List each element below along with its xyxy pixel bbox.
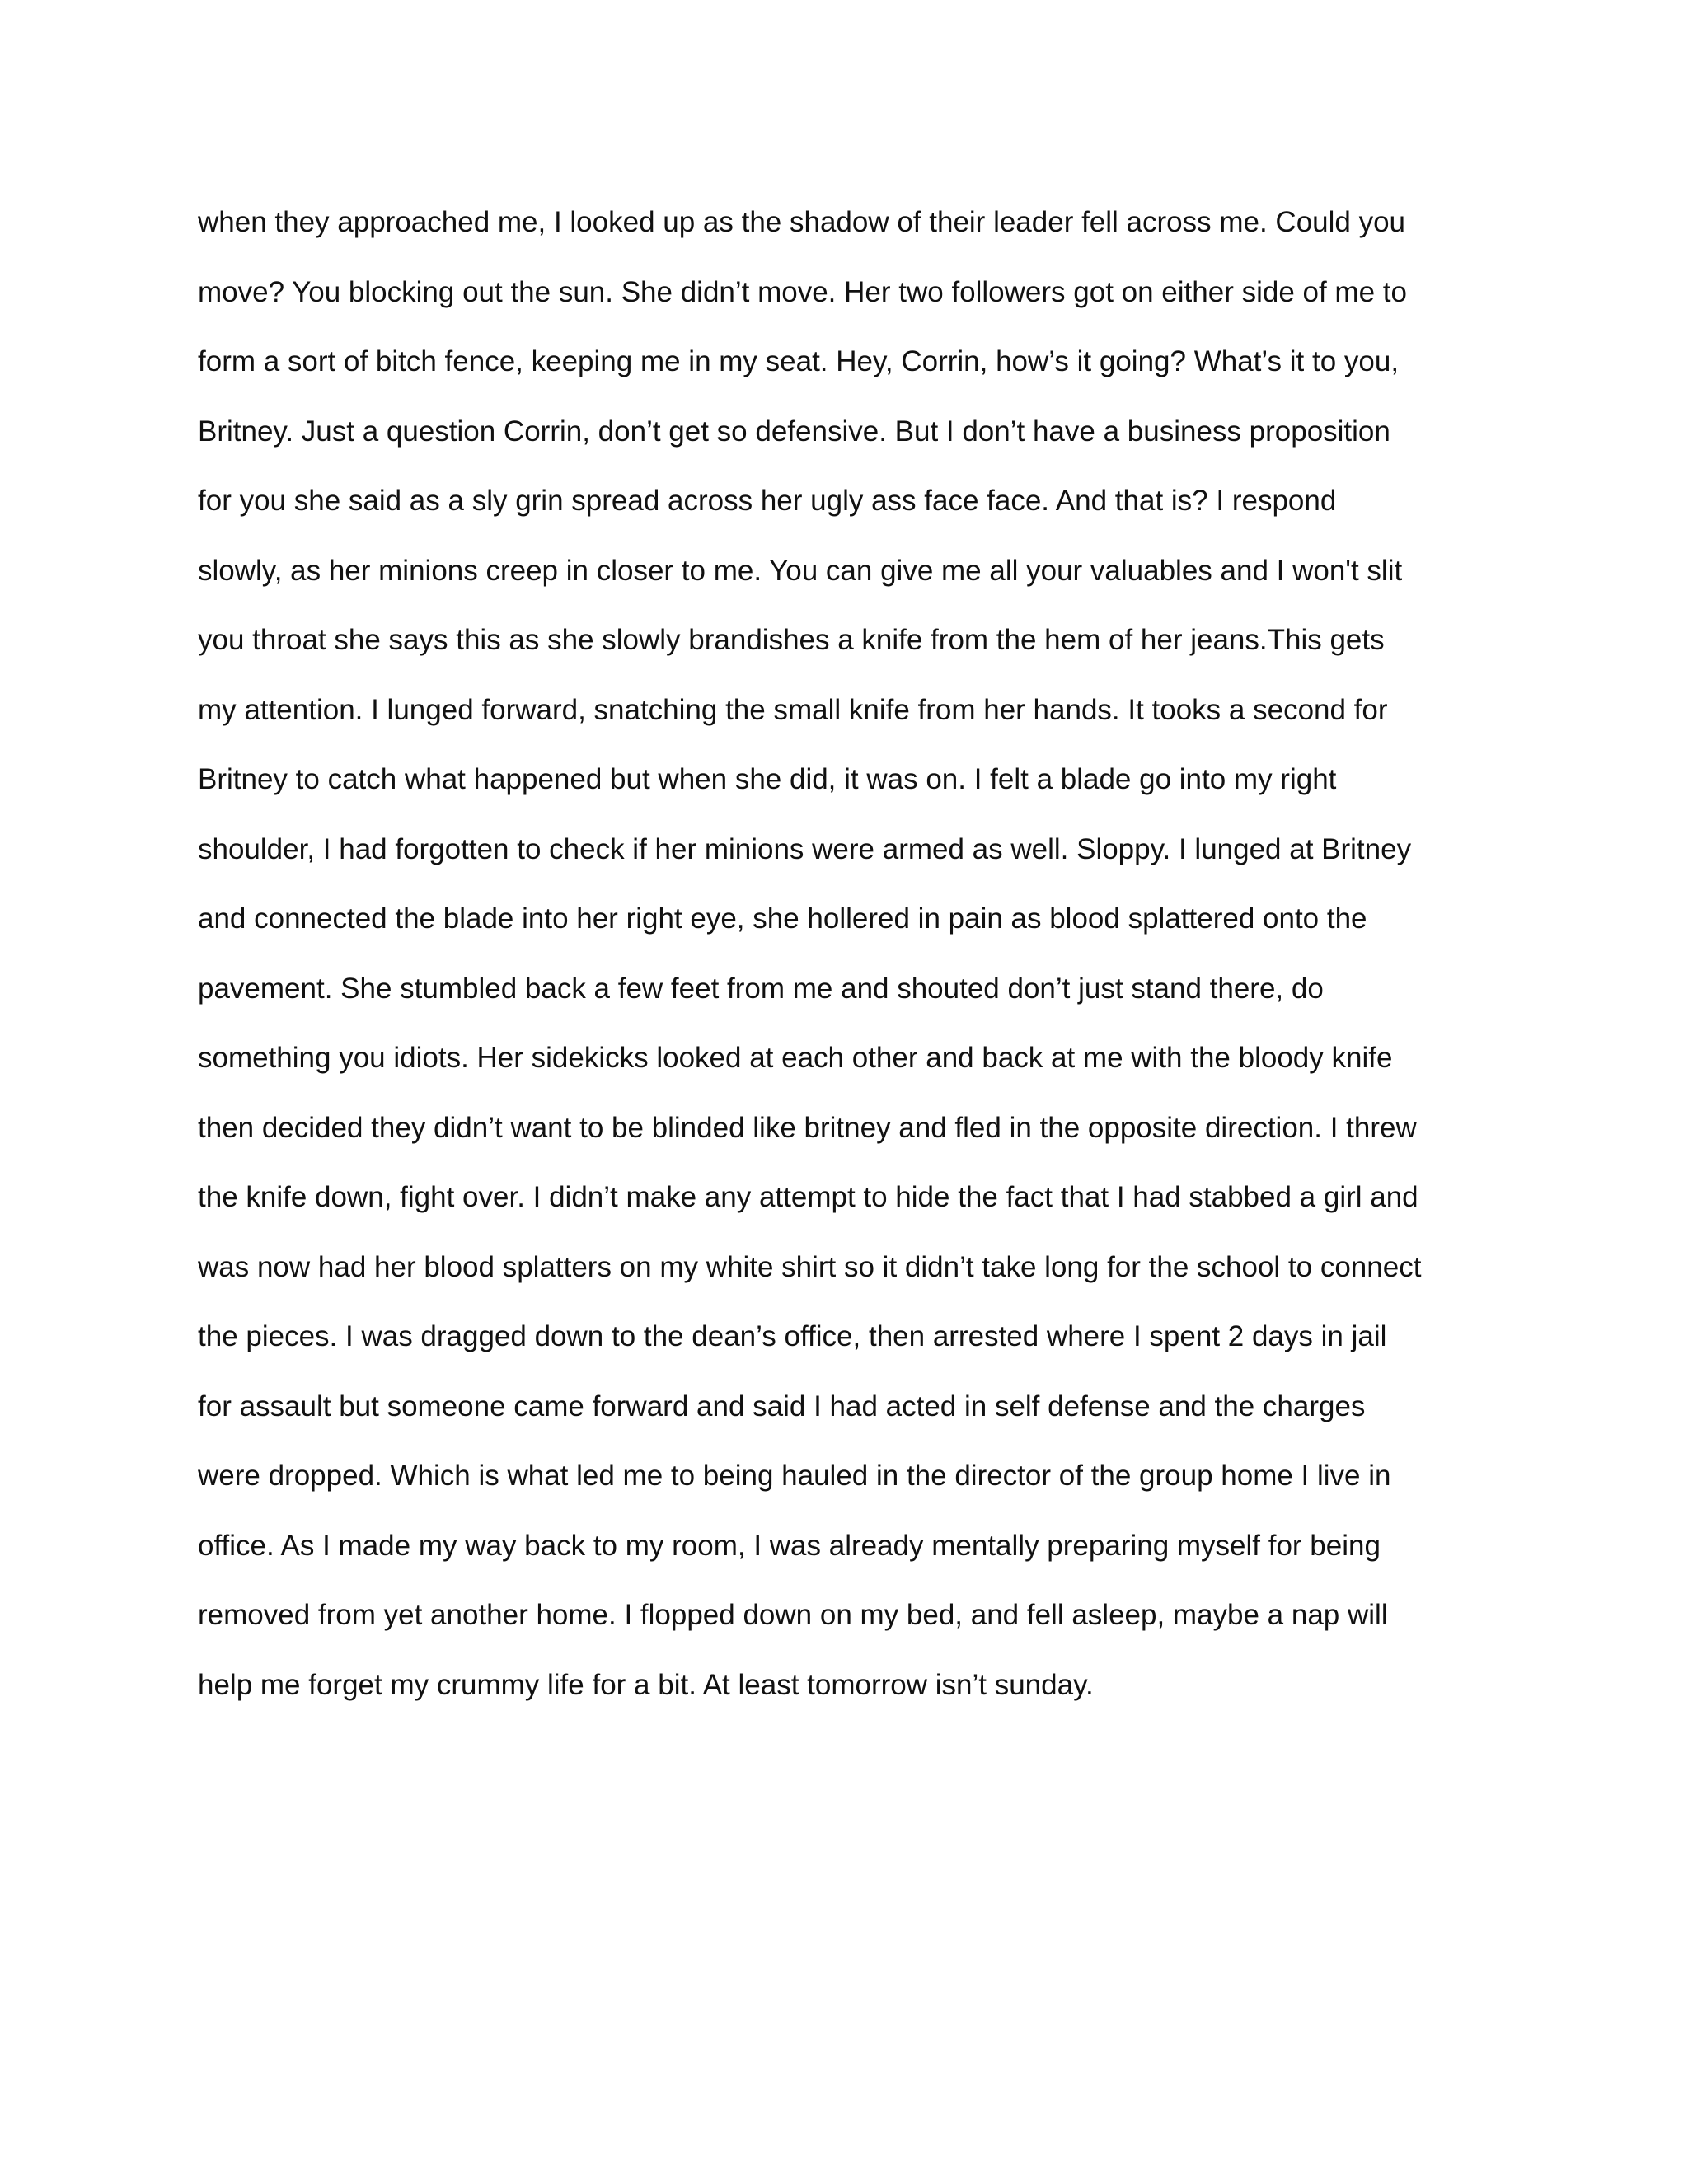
text-line: move? You blocking out the sun. She didn’t move. Her two followers got on either side of me to xyxy=(198,275,1407,308)
text-line: the pieces. I was dragged down to the dean’s office, then arrested where I spent 2 days in jail xyxy=(198,1320,1387,1352)
text-line: the knife down, fight over. I didn’t make any attempt to hide the fact that I had stabbed a girl and xyxy=(198,1181,1418,1213)
text-line: was now had her blood splatters on my white shirt so it didn’t take long for the school to connect xyxy=(198,1250,1422,1283)
text-line: when they approached me, I looked up as the shadow of their leader fell across me. Could you xyxy=(198,206,1406,238)
text-line: Britney to catch what happened but when she did, it was on. I felt a blade go into my right xyxy=(198,763,1337,795)
text-line: removed from yet another home. I flopped down on my bed, and fell asleep, maybe a nap will xyxy=(198,1599,1388,1631)
text-line: pavement. She stumbled back a few feet from me and shouted don’t just stand there, do xyxy=(198,972,1324,1005)
text-line: slowly, as her minions creep in closer to me. You can give me all your valuables and I won't slit xyxy=(198,554,1403,587)
text-line: something you idiots. Her sidekicks looked at each other and back at me with the bloody knife xyxy=(198,1042,1393,1074)
text-line: for you she said as a sly grin spread across her ugly ass face face. And that is? I respond xyxy=(198,485,1337,517)
text-line: and connected the blade into her right eye, she hollered in pain as blood splattered onto the xyxy=(198,902,1367,935)
text-line: my attention. I lunged forward, snatching the small knife from her hands. It tooks a second for xyxy=(198,693,1388,726)
text-line: form a sort of bitch fence, keeping me in my seat. Hey, Corrin, how’s it going? What’s it to you, xyxy=(198,345,1400,377)
text-line: you throat she says this as she slowly brandishes a knife from the hem of her jeans.This gets xyxy=(198,624,1385,656)
text-line: then decided they didn’t want to be blinded like britney and fled in the opposite direction. I threw xyxy=(198,1111,1417,1144)
text-line: office. As I made my way back to my room, I was already mentally preparing myself for being xyxy=(198,1529,1381,1562)
body-paragraph xyxy=(198,188,1500,1720)
text-line: for assault but someone came forward and said I had acted in self defense and the charges xyxy=(198,1390,1366,1422)
text-line: help me forget my crummy life for a bit. At least tomorrow isn’t sunday. xyxy=(198,1668,1094,1701)
text-line: Britney. Just a question Corrin, don’t get so defensive. But I don’t have a business proposition xyxy=(198,415,1390,448)
text-line: shoulder, I had forgotten to check if her minions were armed as well. Sloppy. I lunged at Britney xyxy=(198,832,1412,865)
text-line: were dropped. Which is what led me to being hauled in the director of the group home I live in xyxy=(198,1460,1391,1492)
